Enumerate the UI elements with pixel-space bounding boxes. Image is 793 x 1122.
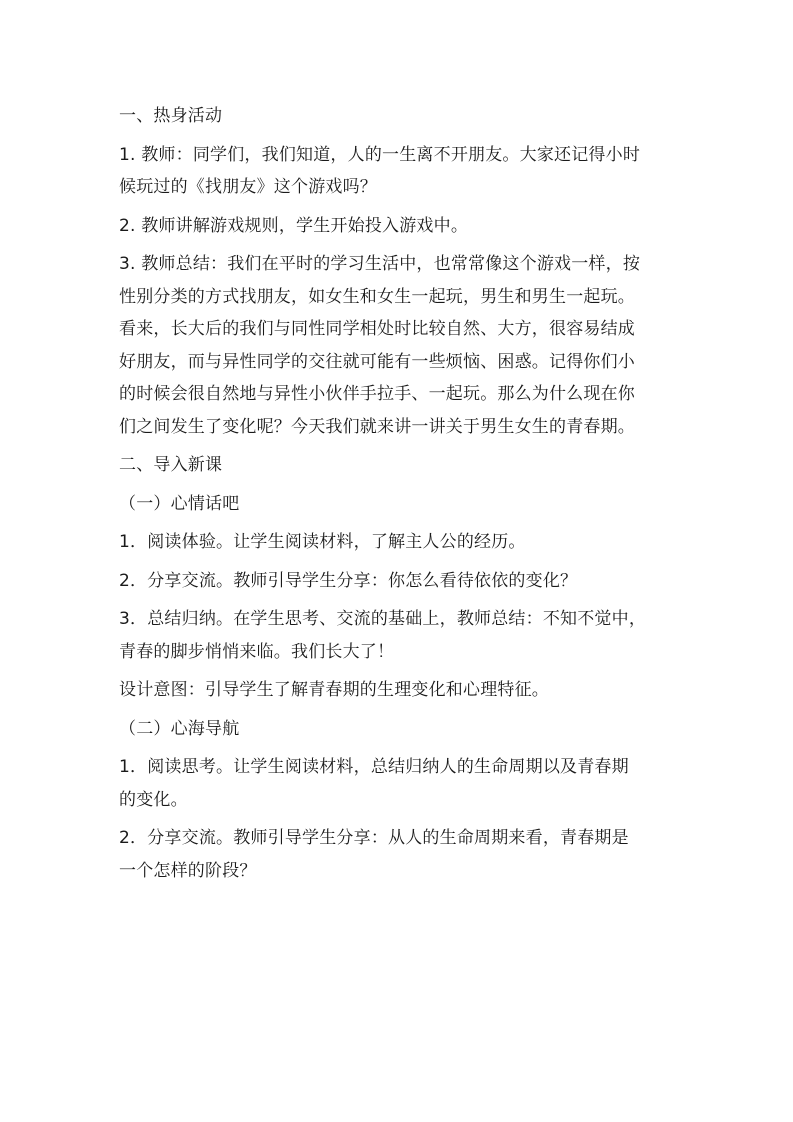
heading-line: 一、热身活动 <box>119 106 223 126</box>
text-line: 的时候会很自然地与异性小伙伴手拉手、一起玩。那么为什么现在你 <box>119 384 635 404</box>
paragraph-9 <box>119 822 677 887</box>
text-line: 青春的脚步悄悄来临。我们长大了！ <box>119 641 395 662</box>
paragraph-8 <box>119 751 677 816</box>
text-line: 2．分享交流。教师引导学生分享：从人的生命周期来看，青春期是 <box>119 828 629 848</box>
document-page <box>119 100 677 887</box>
subheading-mood-talk <box>119 488 677 521</box>
text-line: 候玩过的《找朋友》这个游戏吗？ <box>119 177 377 197</box>
paragraph-3 <box>119 248 677 443</box>
paragraph-5 <box>119 565 677 598</box>
heading-line: （二）心海导航 <box>119 718 240 739</box>
heading-line: （一）心情话吧 <box>119 493 240 514</box>
text-line: 性别分类的方式找朋友，如女生和女生一起玩，男生和男生一起玩。 <box>119 286 635 307</box>
text-line: 3．总结归纳。在学生思考、交流的基础上，教师总结：不知不觉中， <box>119 609 647 629</box>
text-line: 的变化。 <box>119 789 188 810</box>
subheading-mind-navigation <box>119 713 677 746</box>
text-line: 们之间发生了变化呢？今天我们就来讲一讲关于男生女生的青春期。 <box>119 416 635 437</box>
paragraph-2 <box>119 210 677 243</box>
section-heading-warmup <box>119 100 677 133</box>
paragraph-4 <box>119 526 677 559</box>
text-line: 1. 教师：同学们，我们知道，人的一生离不开朋友。大家还记得小时 <box>119 144 641 165</box>
text-line: 2. 教师讲解游戏规则，学生开始投入游戏中。 <box>119 215 469 236</box>
text-line: 看来，长大后的我们与同性同学相处时比较自然、大方，很容易结成 <box>119 319 635 339</box>
text-line: 一个怎样的阶段？ <box>119 860 257 881</box>
section-heading-new-lesson <box>119 449 677 482</box>
paragraph-1 <box>119 139 677 204</box>
text-line: 好朋友，而与异性同学的交往就可能有一些烦恼、困惑。记得你们小 <box>119 351 635 372</box>
text-line: 1．阅读体验。让学生阅读材料，了解主人公的经历。 <box>119 532 526 552</box>
heading-line: 二、导入新课 <box>119 455 223 475</box>
text-line: 3. 教师总结：我们在平时的学习生活中，也常常像这个游戏一样，按 <box>119 254 641 274</box>
paragraph-6 <box>119 603 677 668</box>
paragraph-7 <box>119 674 677 707</box>
text-line: 2．分享交流。教师引导学生分享：你怎么看待依依的变化？ <box>119 570 578 591</box>
text-line: 设计意图：引导学生了解青春期的生理变化和心理特征。 <box>119 680 549 700</box>
text-line: 1．阅读思考。让学生阅读材料，总结归纳人的生命周期以及青春期 <box>119 757 629 777</box>
